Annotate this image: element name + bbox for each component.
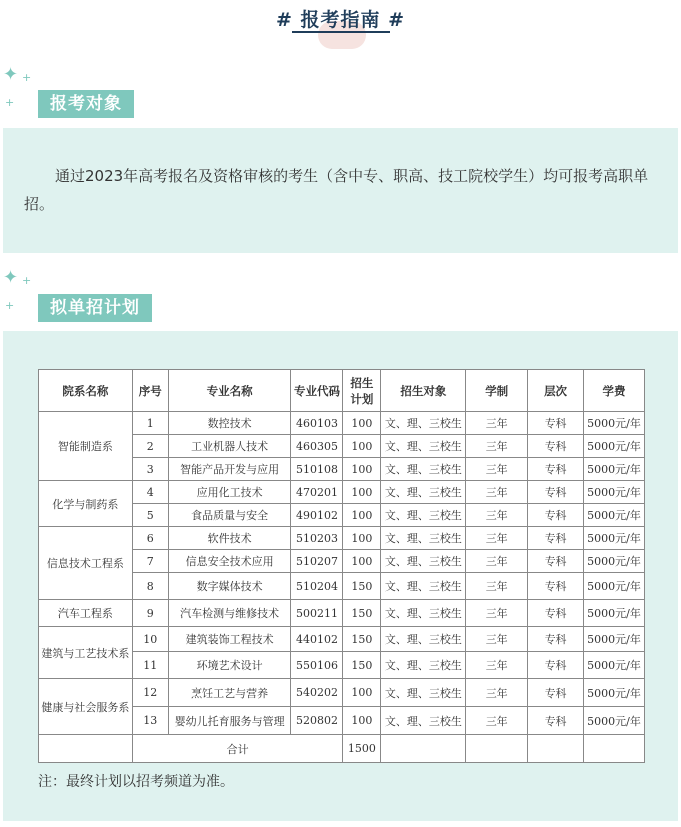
table-cell: 100 (343, 504, 381, 527)
table-cell: 烹饪工艺与营养 (168, 679, 291, 707)
table-cell: 510204 (291, 573, 343, 600)
table-cell: 三年 (466, 652, 528, 679)
table-cell: 三年 (466, 600, 528, 627)
table-cell: 150 (343, 627, 381, 652)
page-header (0, 0, 681, 44)
table-cell: 490102 (291, 504, 343, 527)
table-cell: 100 (343, 481, 381, 504)
table-cell: 7 (132, 550, 168, 573)
table-cell: 文、理、三校生 (381, 600, 466, 627)
table-cell: 专科 (528, 627, 584, 652)
column-header: 层次 (528, 370, 584, 412)
table-row (39, 527, 645, 550)
table-cell: 三年 (466, 481, 528, 504)
table-cell: 5000元/年 (584, 412, 645, 435)
department-cell: 智能制造系 (39, 412, 133, 481)
table-cell: 520802 (291, 707, 343, 735)
table-cell: 文、理、三校生 (381, 679, 466, 707)
column-header: 招生计划 (343, 370, 381, 412)
table-cell: 软件技术 (168, 527, 291, 550)
table-cell: 150 (343, 573, 381, 600)
table-cell: 数控技术 (168, 412, 291, 435)
sparkle-icon: ✦ (3, 267, 19, 288)
table-cell: 婴幼儿托育服务与管理 (168, 707, 291, 735)
table-cell: 460305 (291, 435, 343, 458)
total-row (39, 735, 645, 763)
table-cell: 100 (343, 458, 381, 481)
table-cell: 建筑装饰工程技术 (168, 627, 291, 652)
table-cell: 三年 (466, 550, 528, 573)
blank-cell (528, 735, 584, 763)
table-cell: 专科 (528, 527, 584, 550)
table-cell: 三年 (466, 412, 528, 435)
table-cell: 文、理、三校生 (381, 458, 466, 481)
page-title: # 报考指南 # (275, 9, 406, 31)
table-cell: 智能产品开发与应用 (168, 458, 291, 481)
table-cell: 1 (132, 412, 168, 435)
table-cell: 5000元/年 (584, 458, 645, 481)
table-cell: 5000元/年 (584, 652, 645, 679)
department-cell: 化学与制药系 (39, 481, 133, 527)
table-cell: 440102 (291, 627, 343, 652)
department-cell: 健康与社会服务系 (39, 679, 133, 735)
table-cell: 应用化工技术 (168, 481, 291, 504)
column-header: 专业名称 (168, 370, 291, 412)
column-header: 学制 (466, 370, 528, 412)
table-cell: 510203 (291, 527, 343, 550)
table-cell: 9 (132, 600, 168, 627)
table-cell: 5000元/年 (584, 504, 645, 527)
column-header: 序号 (132, 370, 168, 412)
table-cell: 6 (132, 527, 168, 550)
table-cell: 文、理、三校生 (381, 527, 466, 550)
footnote: 注：最终计划以招考频道为准。 (38, 774, 234, 790)
table-cell: 5000元/年 (584, 527, 645, 550)
table-cell: 三年 (466, 573, 528, 600)
plus-icon: + (22, 274, 32, 287)
table-cell: 8 (132, 573, 168, 600)
blank-cell (466, 735, 528, 763)
table-cell: 工业机器人技术 (168, 435, 291, 458)
table-cell: 5000元/年 (584, 550, 645, 573)
table-header (39, 370, 645, 412)
department-cell: 建筑与工艺技术系 (39, 627, 133, 679)
table-cell: 150 (343, 600, 381, 627)
column-header: 学费 (584, 370, 645, 412)
table-cell: 150 (343, 652, 381, 679)
enrollment-plan-table (38, 369, 645, 763)
table-cell: 三年 (466, 504, 528, 527)
table-row (39, 600, 645, 627)
table-cell: 专科 (528, 504, 584, 527)
table-cell: 文、理、三校生 (381, 550, 466, 573)
table-cell: 5000元/年 (584, 481, 645, 504)
blank-cell (584, 735, 645, 763)
plus-icon: + (5, 96, 15, 109)
table-cell: 三年 (466, 458, 528, 481)
blank-cell (39, 735, 133, 763)
section-tab-target: 报考对象 (38, 90, 134, 118)
table-cell: 100 (343, 412, 381, 435)
total-value: 1500 (343, 735, 381, 763)
table-cell: 文、理、三校生 (381, 481, 466, 504)
table-cell: 三年 (466, 527, 528, 550)
table-cell: 100 (343, 435, 381, 458)
table-cell: 专科 (528, 550, 584, 573)
table-cell: 三年 (466, 707, 528, 735)
table-cell: 12 (132, 679, 168, 707)
table-cell: 三年 (466, 679, 528, 707)
sparkle-icon: ✦ (3, 64, 19, 85)
table-cell: 5000元/年 (584, 707, 645, 735)
table-row (39, 679, 645, 707)
table-cell: 专科 (528, 412, 584, 435)
table-cell: 专科 (528, 481, 584, 504)
table-cell: 汽车检测与维修技术 (168, 600, 291, 627)
table-cell: 食品质量与安全 (168, 504, 291, 527)
section-tab-plan: 拟单招计划 (38, 294, 152, 322)
table-cell: 100 (343, 707, 381, 735)
table-cell: 环境艺术设计 (168, 652, 291, 679)
table-cell: 510108 (291, 458, 343, 481)
table-cell: 540202 (291, 679, 343, 707)
table-cell: 11 (132, 652, 168, 679)
table-cell: 专科 (528, 707, 584, 735)
column-header: 院系名称 (39, 370, 133, 412)
table-cell: 文、理、三校生 (381, 627, 466, 652)
column-header: 招生对象 (381, 370, 466, 412)
table-row (39, 481, 645, 504)
column-header: 专业代码 (291, 370, 343, 412)
table-cell: 550106 (291, 652, 343, 679)
table-cell: 4 (132, 481, 168, 504)
table-cell: 专科 (528, 600, 584, 627)
plus-icon: + (22, 71, 32, 84)
table-cell: 信息安全技术应用 (168, 550, 291, 573)
table-cell: 5000元/年 (584, 435, 645, 458)
target-description: 通过2023年高考报名及资格审核的考生（含中专、职高、技工院校学生）均可报考高职单招。 (24, 167, 649, 213)
table-cell: 13 (132, 707, 168, 735)
plus-icon: + (5, 299, 15, 312)
table-cell: 专科 (528, 652, 584, 679)
table-cell: 470201 (291, 481, 343, 504)
table-cell: 3 (132, 458, 168, 481)
table-cell: 专科 (528, 435, 584, 458)
table-body (39, 412, 645, 763)
table-cell: 数字媒体技术 (168, 573, 291, 600)
table-cell: 5 (132, 504, 168, 527)
table-cell: 文、理、三校生 (381, 707, 466, 735)
table-cell: 5000元/年 (584, 679, 645, 707)
table-cell: 文、理、三校生 (381, 504, 466, 527)
table-cell: 文、理、三校生 (381, 412, 466, 435)
table-cell: 三年 (466, 435, 528, 458)
table-cell: 文、理、三校生 (381, 435, 466, 458)
table-cell: 500211 (291, 600, 343, 627)
table-cell: 文、理、三校生 (381, 652, 466, 679)
table-cell: 5000元/年 (584, 627, 645, 652)
table-row (39, 412, 645, 435)
table-cell: 专科 (528, 458, 584, 481)
table-cell: 100 (343, 527, 381, 550)
table-cell: 460103 (291, 412, 343, 435)
table-cell: 文、理、三校生 (381, 573, 466, 600)
table-row (39, 627, 645, 652)
table-cell: 10 (132, 627, 168, 652)
title-underline (292, 31, 390, 33)
blank-cell (381, 735, 466, 763)
table-cell: 三年 (466, 627, 528, 652)
department-cell: 汽车工程系 (39, 600, 133, 627)
table-cell: 100 (343, 550, 381, 573)
department-cell: 信息技术工程系 (39, 527, 133, 600)
table-cell: 5000元/年 (584, 573, 645, 600)
table-cell: 专科 (528, 679, 584, 707)
table-cell: 510207 (291, 550, 343, 573)
table-cell: 5000元/年 (584, 600, 645, 627)
table-cell: 专科 (528, 573, 584, 600)
table-cell: 2 (132, 435, 168, 458)
total-label: 合计 (132, 735, 343, 763)
table-cell: 100 (343, 679, 381, 707)
